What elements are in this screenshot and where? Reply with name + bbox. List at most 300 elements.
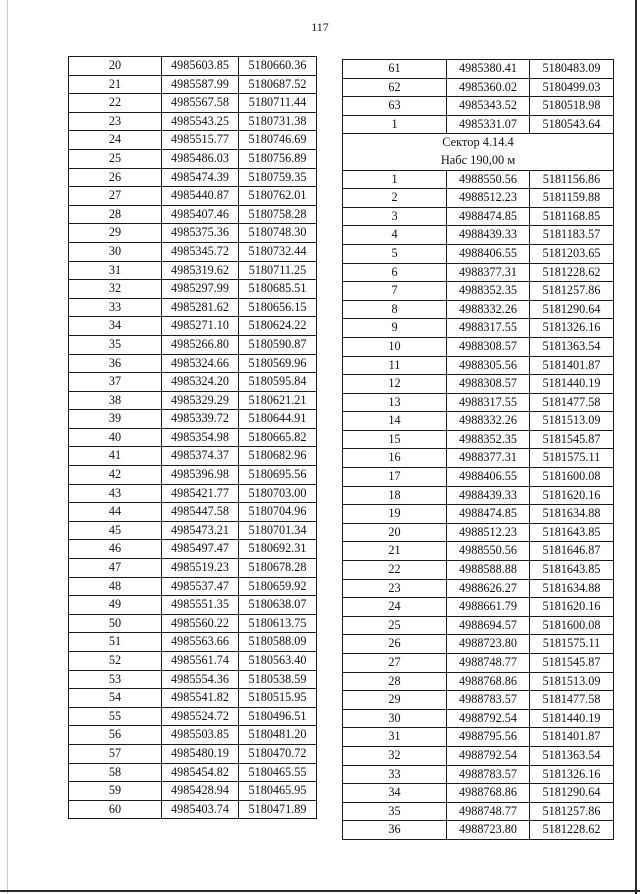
coord-y-cell: 5180746.69 (239, 131, 317, 150)
coord-y-cell: 5181440.19 (530, 375, 614, 394)
point-number-cell: 56 (69, 726, 162, 745)
page-number: 117 (311, 20, 329, 34)
coord-y-cell: 5181600.08 (530, 616, 614, 635)
point-number-cell: 27 (343, 654, 447, 673)
coord-x-cell: 4985345.72 (162, 242, 239, 261)
coord-y-cell: 5181257.86 (530, 282, 614, 301)
table-row (343, 523, 614, 542)
coord-y-cell: 5180481.20 (239, 726, 317, 745)
coord-y-cell: 5180665.82 (239, 428, 317, 447)
coord-y-cell: 5180704.96 (239, 503, 317, 522)
coord-x-cell: 4985343.52 (447, 97, 530, 116)
coord-y-cell: 5181326.16 (530, 765, 614, 784)
point-number-cell: 20 (69, 57, 162, 76)
table-row (69, 652, 317, 671)
table-row (69, 317, 317, 336)
coord-x-cell: 4985375.36 (162, 224, 239, 243)
coord-y-cell: 5180656.15 (239, 298, 317, 317)
coord-y-cell: 5180731.38 (239, 112, 317, 131)
table-row (69, 614, 317, 633)
table-row (343, 319, 614, 338)
point-number-cell: 55 (69, 707, 162, 726)
point-number-cell: 23 (69, 112, 162, 131)
point-number-cell: 61 (343, 60, 447, 79)
table-row (343, 282, 614, 301)
point-number-cell: 31 (69, 261, 162, 280)
table-row (343, 170, 614, 189)
coord-y-cell: 5181513.09 (530, 672, 614, 691)
coord-y-cell: 5180538.59 (239, 670, 317, 689)
coord-x-cell: 4985447.58 (162, 503, 239, 522)
coord-x-cell: 4988768.86 (447, 784, 530, 803)
coord-x-cell: 4988550.56 (447, 170, 530, 189)
point-number-cell: 41 (69, 447, 162, 466)
table-row (69, 224, 317, 243)
coord-y-cell: 5180759.35 (239, 168, 317, 187)
table-row (69, 187, 317, 206)
point-number-cell: 57 (69, 744, 162, 763)
coord-x-cell: 4985319.62 (162, 261, 239, 280)
coord-y-cell: 5180711.25 (239, 261, 317, 280)
table-row (69, 503, 317, 522)
coord-x-cell: 4985380.41 (447, 60, 530, 79)
coord-x-cell: 4985324.20 (162, 373, 239, 392)
coord-x-cell: 4988626.27 (447, 579, 530, 598)
coord-y-cell: 5180701.34 (239, 521, 317, 540)
coord-y-cell: 5180692.31 (239, 540, 317, 559)
point-number-cell: 21 (343, 542, 447, 561)
sector-title: Сектор 4.14.4 (442, 135, 514, 150)
coord-x-cell: 4985360.02 (447, 78, 530, 97)
coord-y-cell: 5180590.87 (239, 335, 317, 354)
point-number-cell: 17 (343, 468, 447, 487)
coord-x-cell: 4988550.56 (447, 542, 530, 561)
table-row (69, 280, 317, 299)
table-row (69, 540, 317, 559)
point-number-cell: 15 (343, 430, 447, 449)
coord-y-cell: 5181513.09 (530, 412, 614, 431)
table-row (69, 261, 317, 280)
coord-x-cell: 4988694.57 (447, 616, 530, 635)
coord-y-cell: 5181646.87 (530, 542, 614, 561)
coord-x-cell: 4985266.80 (162, 335, 239, 354)
point-number-cell: 23 (343, 579, 447, 598)
coord-x-cell: 4985563.66 (162, 633, 239, 652)
point-number-cell: 13 (343, 393, 447, 412)
coord-x-cell: 4985271.10 (162, 317, 239, 336)
coord-y-cell: 5181168.85 (530, 207, 614, 226)
point-number-cell: 48 (69, 577, 162, 596)
coord-y-cell: 5180470.72 (239, 744, 317, 763)
coord-y-cell: 5181620.16 (530, 598, 614, 617)
coord-y-cell: 5181203.65 (530, 244, 614, 263)
coord-x-cell: 4985331.07 (447, 115, 530, 134)
coord-x-cell: 4985554.36 (162, 670, 239, 689)
table-row (343, 449, 614, 468)
coord-y-cell: 5180703.00 (239, 484, 317, 503)
point-number-cell: 34 (343, 784, 447, 803)
coord-x-cell: 4988308.57 (447, 337, 530, 356)
coord-y-cell: 5181159.88 (530, 189, 614, 208)
table-row (69, 57, 317, 76)
coord-y-cell: 5181401.87 (530, 728, 614, 747)
coord-x-cell: 4988783.57 (447, 765, 530, 784)
coord-x-cell: 4988439.33 (447, 226, 530, 245)
point-number-cell: 51 (69, 633, 162, 652)
point-number-cell: 43 (69, 484, 162, 503)
point-number-cell: 35 (69, 335, 162, 354)
table-row (343, 486, 614, 505)
point-number-cell: 53 (69, 670, 162, 689)
coord-x-cell: 4985473.21 (162, 521, 239, 540)
table-row (343, 468, 614, 487)
point-number-cell: 7 (343, 282, 447, 301)
coord-x-cell: 4985537.47 (162, 577, 239, 596)
coord-x-cell: 4988406.55 (447, 468, 530, 487)
coord-y-cell: 5180678.28 (239, 559, 317, 578)
coord-x-cell: 4985543.25 (162, 112, 239, 131)
coord-x-cell: 4985567.58 (162, 94, 239, 113)
sector-header-row (343, 134, 614, 170)
coord-x-cell: 4985440.87 (162, 187, 239, 206)
point-number-cell: 21 (69, 75, 162, 94)
coord-x-cell: 4988474.85 (447, 505, 530, 524)
coord-y-cell: 5181545.87 (530, 654, 614, 673)
coord-x-cell: 4985297.99 (162, 280, 239, 299)
point-number-cell: 29 (343, 691, 447, 710)
coord-y-cell: 5180613.75 (239, 614, 317, 633)
coord-x-cell: 4988377.31 (447, 449, 530, 468)
coord-y-cell: 5181575.11 (530, 635, 614, 654)
coord-x-cell: 4985339.72 (162, 410, 239, 429)
table-row (343, 375, 614, 394)
coord-y-cell: 5180515.95 (239, 689, 317, 708)
table-row (343, 672, 614, 691)
coord-x-cell: 4988352.35 (447, 282, 530, 301)
point-number-cell: 26 (343, 635, 447, 654)
table-row (343, 189, 614, 208)
coord-y-cell: 5180588.09 (239, 633, 317, 652)
point-number-cell: 32 (69, 280, 162, 299)
point-number-cell: 33 (69, 298, 162, 317)
coord-y-cell: 5181228.62 (530, 263, 614, 282)
coord-x-cell: 4988723.80 (447, 635, 530, 654)
coord-x-cell: 4985354.98 (162, 428, 239, 447)
point-number-cell: 9 (343, 319, 447, 338)
table-row (343, 746, 614, 765)
table-row (69, 744, 317, 763)
coord-x-cell: 4985497.47 (162, 540, 239, 559)
coord-y-cell: 5180638.07 (239, 596, 317, 615)
coord-x-cell: 4985374.37 (162, 447, 239, 466)
coord-y-cell: 5181545.87 (530, 430, 614, 449)
table-row (69, 689, 317, 708)
point-number-cell: 62 (343, 78, 447, 97)
table-row (343, 207, 614, 226)
coord-y-cell: 5180483.09 (530, 60, 614, 79)
point-number-cell: 3 (343, 207, 447, 226)
coord-y-cell: 5180695.56 (239, 466, 317, 485)
point-number-cell: 30 (343, 709, 447, 728)
point-number-cell: 36 (343, 821, 447, 840)
coord-x-cell: 4988795.56 (447, 728, 530, 747)
scan-edge-bottom (0, 890, 640, 892)
sector-header-cell (343, 134, 614, 170)
table-row (69, 428, 317, 447)
coord-y-cell: 5180685.51 (239, 280, 317, 299)
coord-x-cell: 4988305.56 (447, 356, 530, 375)
point-number-cell: 44 (69, 503, 162, 522)
table-row (343, 115, 614, 134)
point-number-cell: 1 (343, 170, 447, 189)
table-row (343, 244, 614, 263)
point-number-cell: 46 (69, 540, 162, 559)
sector-height: Набс 190,00 м (440, 152, 516, 167)
table-row (69, 131, 317, 150)
point-number-cell: 32 (343, 746, 447, 765)
table-row (343, 505, 614, 524)
point-number-cell: 5 (343, 244, 447, 263)
point-number-cell: 30 (69, 242, 162, 261)
coord-y-cell: 5180732.44 (239, 242, 317, 261)
coord-y-cell: 5181290.64 (530, 784, 614, 803)
coord-y-cell: 5181634.88 (530, 579, 614, 598)
point-number-cell: 28 (69, 205, 162, 224)
coord-x-cell: 4988792.54 (447, 746, 530, 765)
coord-y-cell: 5180762.01 (239, 187, 317, 206)
coord-y-cell: 5180569.96 (239, 354, 317, 373)
table-row (69, 466, 317, 485)
point-number-cell: 35 (343, 802, 447, 821)
point-number-cell: 28 (343, 672, 447, 691)
table-row (69, 112, 317, 131)
table-row (69, 354, 317, 373)
coord-y-cell: 5180758.28 (239, 205, 317, 224)
coord-x-cell: 4988474.85 (447, 207, 530, 226)
coord-x-cell: 4985324.66 (162, 354, 239, 373)
coord-x-cell: 4988406.55 (447, 244, 530, 263)
point-number-cell: 58 (69, 763, 162, 782)
point-number-cell: 37 (69, 373, 162, 392)
coord-y-cell: 5181440.19 (530, 709, 614, 728)
coord-x-cell: 4985281.62 (162, 298, 239, 317)
coord-x-cell: 4985396.98 (162, 466, 239, 485)
coord-y-cell: 5180682.96 (239, 447, 317, 466)
table-row (69, 596, 317, 615)
coordinates-table-left-body (69, 57, 317, 819)
coord-y-cell: 5181401.87 (530, 356, 614, 375)
table-row (69, 298, 317, 317)
table-row (69, 75, 317, 94)
table-row (69, 670, 317, 689)
point-number-cell: 19 (343, 505, 447, 524)
coord-x-cell: 4988439.33 (447, 486, 530, 505)
table-row (69, 94, 317, 113)
coord-x-cell: 4988308.57 (447, 375, 530, 394)
coord-y-cell: 5181643.85 (530, 561, 614, 580)
coord-y-cell: 5180595.84 (239, 373, 317, 392)
coord-y-cell: 5181575.11 (530, 449, 614, 468)
point-number-cell: 60 (69, 800, 162, 819)
table-row (69, 559, 317, 578)
coord-x-cell: 4985421.77 (162, 484, 239, 503)
point-number-cell: 24 (343, 598, 447, 617)
coord-x-cell: 4988723.80 (447, 821, 530, 840)
point-number-cell: 36 (69, 354, 162, 373)
coord-x-cell: 4985486.03 (162, 149, 239, 168)
point-number-cell: 27 (69, 187, 162, 206)
point-number-cell: 29 (69, 224, 162, 243)
coord-y-cell: 5181634.88 (530, 505, 614, 524)
coord-y-cell: 5180518.98 (530, 97, 614, 116)
point-number-cell: 26 (69, 168, 162, 187)
point-number-cell: 22 (343, 561, 447, 580)
coord-x-cell: 4988661.79 (447, 598, 530, 617)
point-number-cell: 63 (343, 97, 447, 116)
table-row (69, 335, 317, 354)
table-row (69, 391, 317, 410)
table-row (343, 654, 614, 673)
point-number-cell: 14 (343, 412, 447, 431)
coord-y-cell: 5180748.30 (239, 224, 317, 243)
coord-x-cell: 4985403.74 (162, 800, 239, 819)
point-number-cell: 45 (69, 521, 162, 540)
point-number-cell: 39 (69, 410, 162, 429)
coord-x-cell: 4985524.72 (162, 707, 239, 726)
table-row (343, 412, 614, 431)
coord-x-cell: 4988352.35 (447, 430, 530, 449)
table-row (343, 821, 614, 840)
table-row (69, 373, 317, 392)
point-number-cell: 6 (343, 263, 447, 282)
coordinates-table-left (68, 56, 317, 819)
coord-y-cell: 5180687.52 (239, 75, 317, 94)
coord-x-cell: 4985474.39 (162, 168, 239, 187)
coord-y-cell: 5181477.58 (530, 393, 614, 412)
table-row (69, 633, 317, 652)
table-row (343, 802, 614, 821)
point-number-cell: 25 (343, 616, 447, 635)
coord-x-cell: 4988792.54 (447, 709, 530, 728)
coord-x-cell: 4985454.82 (162, 763, 239, 782)
table-row (343, 542, 614, 561)
coord-y-cell: 5180711.44 (239, 94, 317, 113)
coord-y-cell: 5181156.86 (530, 170, 614, 189)
point-number-cell: 16 (343, 449, 447, 468)
point-number-cell: 18 (343, 486, 447, 505)
coord-x-cell: 4988377.31 (447, 263, 530, 282)
point-number-cell: 38 (69, 391, 162, 410)
coord-x-cell: 4988588.88 (447, 561, 530, 580)
coord-y-cell: 5180465.55 (239, 763, 317, 782)
table-row (343, 60, 614, 79)
point-number-cell: 52 (69, 652, 162, 671)
point-number-cell: 22 (69, 94, 162, 113)
point-number-cell: 31 (343, 728, 447, 747)
coord-y-cell: 5181620.16 (530, 486, 614, 505)
coord-x-cell: 4988332.26 (447, 412, 530, 431)
coord-y-cell: 5181183.57 (530, 226, 614, 245)
coord-x-cell: 4985329.29 (162, 391, 239, 410)
point-number-cell: 20 (343, 523, 447, 542)
table-row (69, 577, 317, 596)
coord-x-cell: 4988748.77 (447, 654, 530, 673)
table-row (69, 484, 317, 503)
point-number-cell: 40 (69, 428, 162, 447)
coordinates-table-right (342, 59, 614, 840)
coord-y-cell: 5181600.08 (530, 468, 614, 487)
coord-x-cell: 4988512.23 (447, 189, 530, 208)
coord-x-cell: 4985480.19 (162, 744, 239, 763)
coord-x-cell: 4985551.35 (162, 596, 239, 615)
coord-x-cell: 4985503.85 (162, 726, 239, 745)
table-row (343, 691, 614, 710)
table-row (343, 765, 614, 784)
table-row (343, 728, 614, 747)
point-number-cell: 54 (69, 689, 162, 708)
table-row (343, 97, 614, 116)
coord-y-cell: 5181257.86 (530, 802, 614, 821)
point-number-cell: 2 (343, 189, 447, 208)
table-row (69, 205, 317, 224)
point-number-cell: 4 (343, 226, 447, 245)
coord-y-cell: 5180563.40 (239, 652, 317, 671)
table-row (343, 579, 614, 598)
point-number-cell: 10 (343, 337, 447, 356)
table-row (69, 763, 317, 782)
table-row (343, 300, 614, 319)
point-number-cell: 50 (69, 614, 162, 633)
coord-y-cell: 5180624.22 (239, 317, 317, 336)
table-row (343, 635, 614, 654)
point-number-cell: 24 (69, 131, 162, 150)
scan-edge-left (7, 0, 8, 894)
coord-y-cell: 5180471.89 (239, 800, 317, 819)
coord-y-cell: 5180756.89 (239, 149, 317, 168)
table-row (343, 430, 614, 449)
table-row (343, 356, 614, 375)
coord-x-cell: 4988317.55 (447, 319, 530, 338)
coord-x-cell: 4985587.99 (162, 75, 239, 94)
coord-x-cell: 4988512.23 (447, 523, 530, 542)
table-row (69, 242, 317, 261)
coord-y-cell: 5180465.95 (239, 782, 317, 801)
coord-y-cell: 5181326.16 (530, 319, 614, 338)
coord-y-cell: 5181228.62 (530, 821, 614, 840)
coord-y-cell: 5181290.64 (530, 300, 614, 319)
point-number-cell: 49 (69, 596, 162, 615)
coord-y-cell: 5180496.51 (239, 707, 317, 726)
table-row (343, 561, 614, 580)
coord-y-cell: 5180644.91 (239, 410, 317, 429)
table-row (343, 784, 614, 803)
coord-x-cell: 4985519.23 (162, 559, 239, 578)
coord-y-cell: 5181363.54 (530, 746, 614, 765)
point-number-cell: 25 (69, 149, 162, 168)
point-number-cell: 8 (343, 300, 447, 319)
coord-y-cell: 5181477.58 (530, 691, 614, 710)
table-row (69, 726, 317, 745)
coord-x-cell: 4985561.74 (162, 652, 239, 671)
coordinates-table-right-body (343, 60, 614, 840)
coord-y-cell: 5180499.03 (530, 78, 614, 97)
point-number-cell: 33 (343, 765, 447, 784)
table-row (343, 263, 614, 282)
coord-y-cell: 5180621.21 (239, 391, 317, 410)
coord-y-cell: 5180543.64 (530, 115, 614, 134)
table-row (343, 598, 614, 617)
point-number-cell: 34 (69, 317, 162, 336)
